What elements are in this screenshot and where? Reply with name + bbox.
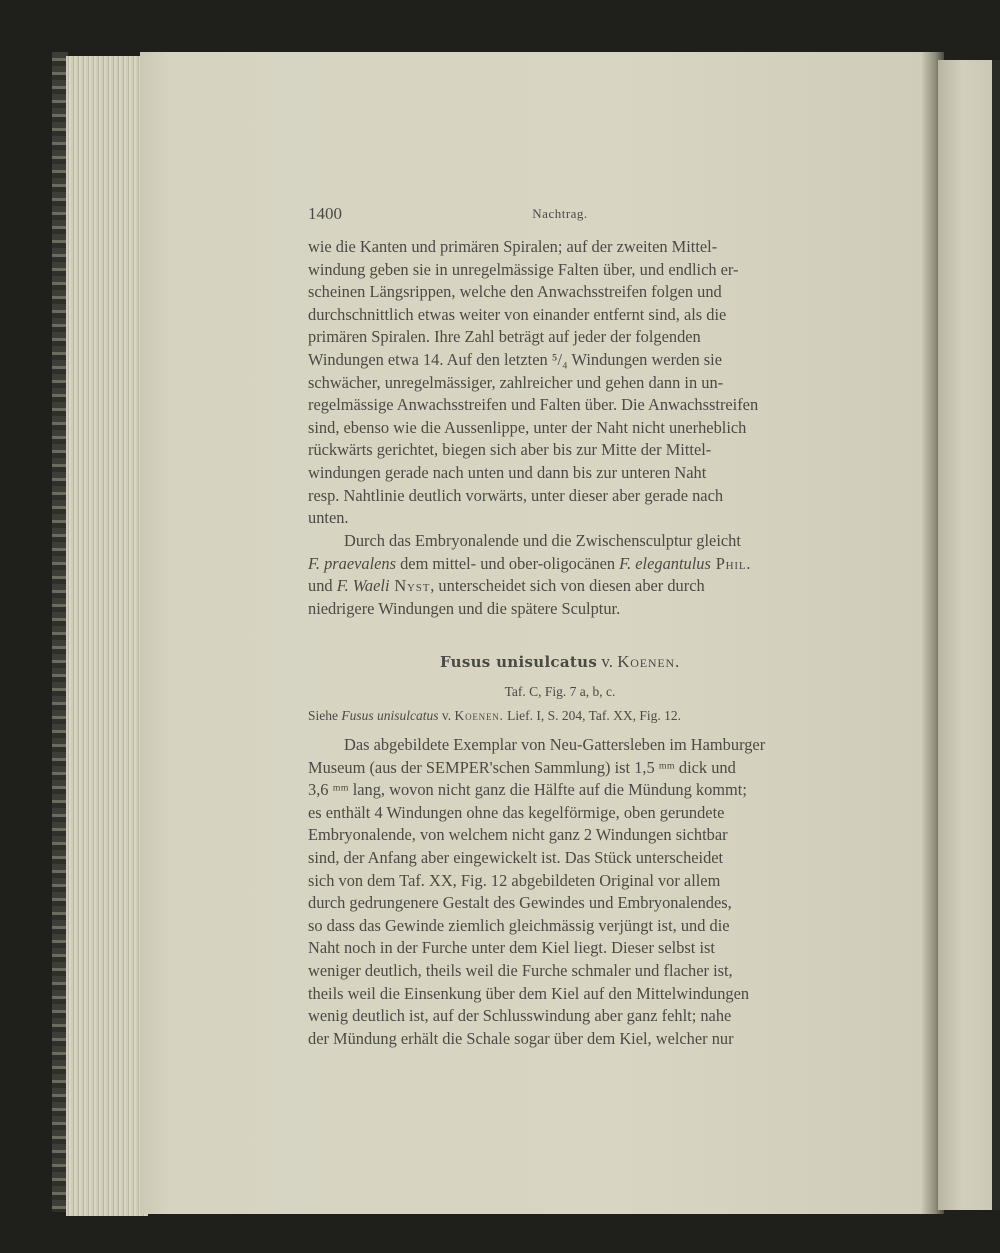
page-edges — [66, 56, 148, 1216]
author-name: Phil. — [710, 553, 752, 573]
section-heading — [308, 652, 812, 672]
text-line: Windungen etwa 14. Auf den letzten ⁵/₄ Windungen werden sie — [308, 349, 722, 369]
species-name: F. Waeli — [336, 576, 390, 596]
text-span: , unterscheidet sich von diesen aber durch — [430, 576, 705, 596]
running-head: Nachtrag. — [532, 206, 588, 221]
author-name: Nyst — [389, 576, 431, 596]
text-span: Siehe — [308, 708, 342, 723]
text-line: regelmässige Anwachsstreifen und Falten über. Die Anwachsstreifen — [308, 395, 759, 415]
text-line: es enthält 4 Windungen ohne das kegelförmige, oben gerundete — [308, 802, 725, 822]
page-header — [308, 204, 812, 228]
text-line: der Mündung erhält die Schale sogar über dem Kiel, welcher nur — [308, 1028, 734, 1048]
species-name: F. praevalens — [308, 553, 397, 573]
text-line: schwächer, unregelmässiger, zahlreicher und gehen dann in un- — [308, 372, 724, 392]
text-line: sich von dem Taf. XX, Fig. 12 abgebildeten Original vor allem — [308, 870, 721, 890]
text-line: Das abgebildete Exemplar von Neu-Gattersleben im Hamburger — [344, 735, 766, 754]
paragraph-2 — [308, 530, 812, 620]
text-line: windung geben sie in unregelmässige Falten über, und endlich er- — [308, 259, 739, 279]
text-line: Durch das Embryonalende und die Zwischensculptur gleicht — [344, 531, 741, 550]
text-line: unten. — [308, 508, 349, 528]
text-line: durch gedrungenere Gestalt des Gewindes und Embryonalendes, — [308, 893, 732, 913]
species-name: Fusus unisulcatus — [341, 708, 439, 723]
author-name: Koenen. — [454, 708, 504, 723]
section-author: Koenen. — [617, 652, 681, 671]
text-span: und — [308, 576, 337, 596]
text-line: scheinen Längsrippen, welche den Anwachsstreifen folgen und — [308, 282, 722, 302]
page-number: 1400 — [308, 204, 342, 223]
facing-page-shadow — [992, 60, 1000, 1210]
paragraph-1 — [308, 236, 812, 530]
text-line: rückwärts gerichtet, biegen sich aber bis zur Mitte der Mittel- — [308, 440, 712, 460]
text-line: windungen gerade nach unten und dann bis zur unteren Naht — [308, 462, 707, 482]
section-title: Fusus unisulcatus — [439, 653, 598, 671]
text-span: v. — [438, 708, 455, 723]
text-line: 3,6 ᵐᵐ lang, wovon nicht ganz die Hälfte auf die Mündung kommt; — [308, 780, 747, 800]
text-span: dem mittel- und ober-oligocänen — [396, 553, 620, 573]
text-line: so dass das Gewinde ziemlich gleichmässig verjüngt ist, und die — [308, 915, 730, 935]
species-name: F. elegantulus — [619, 553, 711, 573]
text-line: Museum (aus der SEMPER'schen Sammlung) ist 1,5 ᵐᵐ dick und — [308, 757, 736, 777]
plate-reference: Taf. C, Fig. 7 a, b, c. — [504, 684, 616, 699]
text-line: primären Spiralen. Ihre Zahl beträgt auf jeder der folgenden — [308, 327, 701, 347]
text-line: sind, der Anfang aber eingewickelt ist. Das Stück unterscheidet — [308, 847, 724, 867]
text-line: Embryonalende, von welchem nicht ganz 2 Windungen sichtbar — [308, 825, 728, 845]
text-line: theils weil die Einsenkung über dem Kiel auf den Mittelwindungen — [308, 983, 750, 1003]
text-line: niedrigere Windungen und die spätere Sculptur. — [308, 598, 621, 618]
text-line — [308, 575, 812, 598]
text-line: durchschnittlich etwas weiter von einander entfernt sind, als die — [308, 304, 727, 324]
text-span: v. — [597, 652, 618, 671]
text-line: resp. Nahtlinie deutlich vorwärts, unter dieser aber gerade nach — [308, 485, 724, 505]
text-line: weniger deutlich, theils weil die Furche schmaler und flacher ist, — [308, 960, 733, 980]
text-line: sind, ebenso wie die Aussenlippe, unter der Naht nicht unerheblich — [308, 417, 747, 437]
text-line: wie die Kanten und primären Spiralen; auf der zweiten Mittel- — [308, 237, 718, 256]
paragraph-3 — [308, 734, 812, 1050]
facing-page-edge — [938, 60, 1000, 1210]
text-line: wenig deutlich ist, auf der Schlusswindung aber ganz fehlt; nahe — [308, 1006, 732, 1026]
text-span: Lief. I, S. 204, Taf. XX, Fig. 12. — [503, 708, 682, 723]
text-line — [308, 553, 812, 576]
see-reference — [308, 708, 812, 724]
text-line: Naht noch in der Furche unter dem Kiel liegt. Dieser selbst ist — [308, 938, 715, 958]
